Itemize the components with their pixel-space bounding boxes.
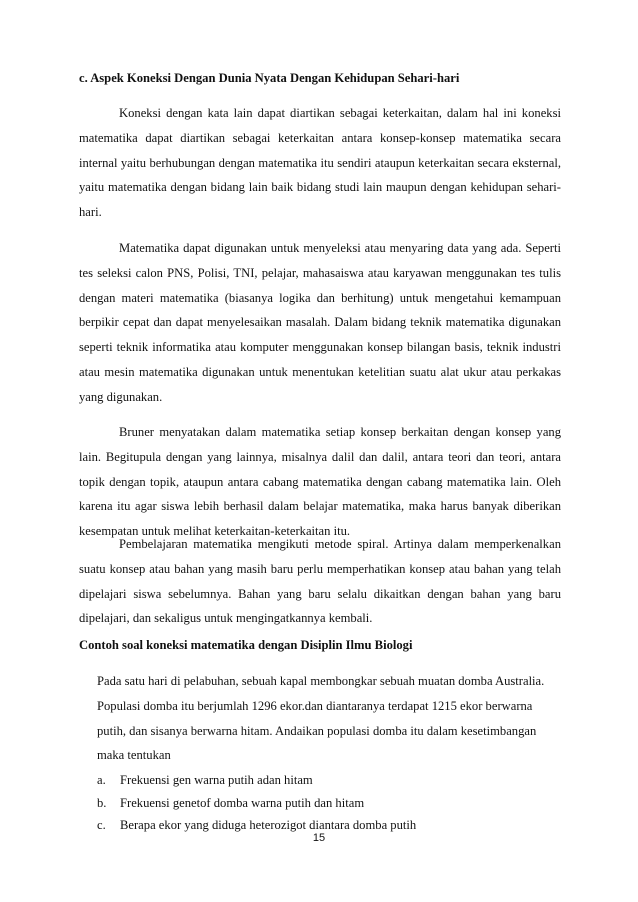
list-item [97, 769, 563, 792]
example-heading: Contoh soal koneksi matematika dengan Disiplin Ilmu Biologi [79, 638, 413, 652]
paragraph-koneksi: Koneksi dengan kata lain dapat diartikan sebagai keterkaitan, dalam hal ini koneksi matematika dapat diartikan sebagai keterkaitan antara konsep-konsep matematika secara internal yaitu berhubungan dengan matematika itu sendiri ataupun keterkaitan secara eksternal, yaitu matematika dengan bidang lain baik bidang studi lain maupun dengan kehidupan sehari-hari. [79, 106, 561, 220]
paragraph-spiral: Pembelajaran matematika mengikuti metode spiral. Artinya dalam memperkenalkan suatu konsep atau bahan yang masih baru perlu memperhatikan konsep atau bahan yang telah dipelajari siswa sebelumnya. Bahan yang baru selalu dikaitkan dengan bahan yang baru dipelajari, dan sekaligus untuk mengingatkannya kembali. [79, 537, 561, 626]
list-marker: c. [97, 818, 106, 833]
paragraph-seleksi: Matematika dapat digunakan untuk menyeleksi atau menyaring data yang ada. Seperti tes seleksi calon PNS, Polisi, TNI, pelajar, mahasaiswa atau karyawan menggunakan tes tulis dengan materi matematika (biasanya logika dan berhitung) untuk mengetahui kemampuan berpikir cepat dan dapat menyelesaikan masalah. Dalam bidang teknik matematika digunakan seperti teknik informatika atau komputer menggunakan konsep bilangan basis, teknik industri atau mesin matematika digunakan untuk menentukan ketelitian suatu alat ukur atau perkakas yang digunakan. [79, 241, 561, 404]
section-heading: c. Aspek Koneksi Dengan Dunia Nyata Dengan Kehidupan Sehari-hari [79, 71, 460, 85]
list-item-text: Frekuensi genetof domba warna putih dan hitam [120, 795, 365, 810]
list-marker: a. [97, 773, 106, 788]
list-item-text: Berapa ekor yang diduga heterozigot diantara domba putih [120, 818, 417, 833]
example-block [97, 669, 563, 837]
list-marker: b. [97, 795, 107, 810]
paragraph-bruner: Bruner menyatakan dalam matematika setiap konsep berkaitan dengan konsep yang lain. Begitupula dengan yang lainnya, misalnya dalil dan dalil, antara teori dan teori, antara topik dengan topik, ataupun antara cabang matematika dengan cabang matematika lain. Oleh karena itu agar siswa lebih berhasil dalam belajar matematika, maka harus banyak diberikan kesempatan untuk melihat keterkaitan-keterkaitan itu. [79, 425, 561, 539]
list-item-text: Frekuensi gen warna putih adan hitam [120, 773, 313, 788]
example-intro: Pada satu hari di pelabuhan, sebuah kapal membongkar sebuah muatan domba Australia. Populasi domba itu berjumlah 1296 ekor.dan diantaranya terdapat 1215 ekor berwarna putih, dan sisanya berwarna hitam. Andaikan populasi domba itu dalam kesetimbangan maka tentukan [97, 674, 545, 763]
example-questions [97, 769, 563, 837]
list-item [97, 792, 563, 815]
page-number: 15 [312, 832, 326, 844]
